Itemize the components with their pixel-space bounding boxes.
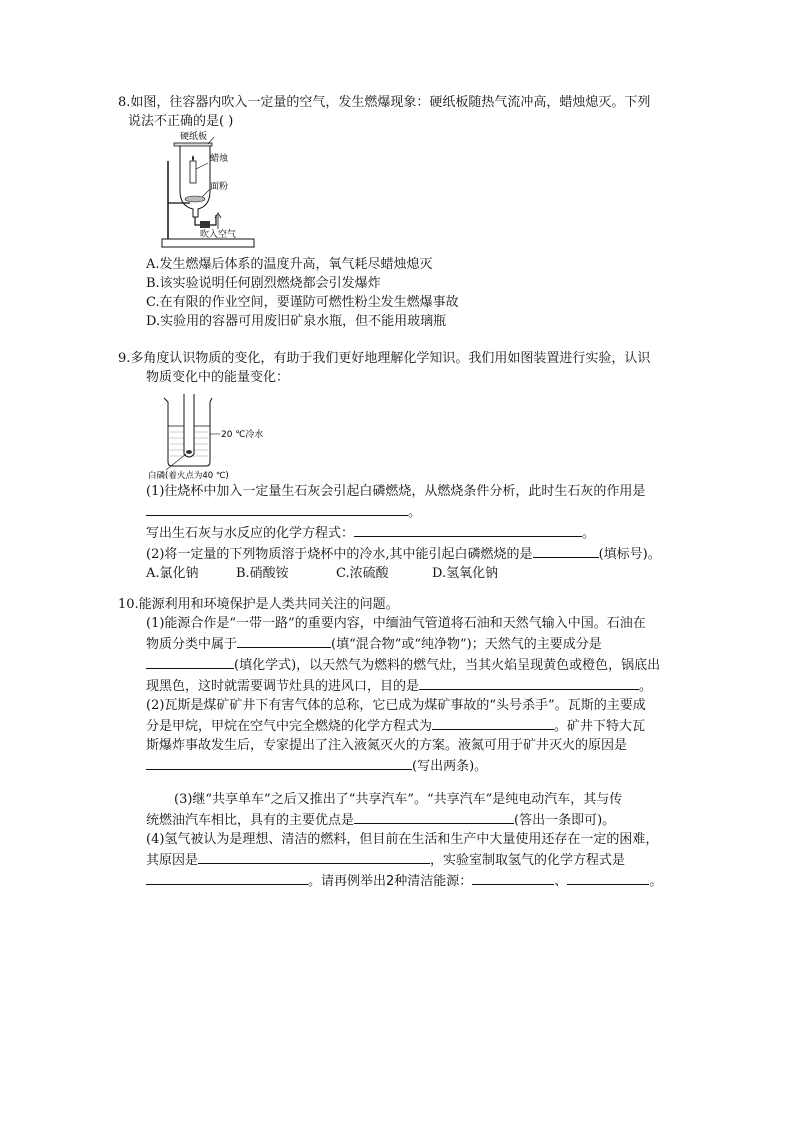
q10-s3-line2b: (答出一条即可)。 (514, 813, 616, 828)
q10-s4-number: 2 (386, 874, 395, 889)
q9-stem-line2: 物质变化中的能量变化： (146, 370, 290, 385)
question-9 (118, 349, 708, 387)
q8-option-b: B.该实验说明任何剧烈燃烧都会引发爆炸 (146, 276, 381, 291)
q10-blank-difficulty[interactable] (198, 849, 430, 864)
q10-s4-line3d: 种清洁能源： (394, 874, 473, 889)
label-hardboard: 硬纸板 (180, 132, 208, 142)
q10-blank-energy-1[interactable] (472, 870, 554, 885)
label-cold-water: 20 ℃冷水 (221, 430, 264, 440)
q9-options (118, 564, 708, 583)
q9-part2-end: (填标号)。 (598, 547, 661, 562)
q10-s4-line3b: 。请再例举出 (308, 874, 387, 889)
q9-part2-text: (2)将一定量的下列物质溶于烧杯中的冷水,其中能引起白磷燃烧的是 (146, 547, 533, 562)
label-blow-air: 吹入空气 (200, 230, 237, 240)
q10-s2-line3: 斯爆炸事故发生后，专家提出了注入液氮灭火的方案。液氮可用于矿井灭火的原因是 (146, 738, 628, 753)
q9-part1b-text: 写出生石灰与水反应的化学方程式： (146, 526, 355, 541)
q10-blank-equation-methane[interactable] (432, 715, 554, 730)
q10-s3-line2a: 统燃油汽车相比，具有的主要优点是 (146, 813, 355, 828)
q9-figure (146, 392, 276, 480)
q10-blank-energy-2[interactable] (567, 870, 649, 885)
q10-s3-line1: (3)继“共享单车”之后又推出了“共享汽车”。“共享汽车”是纯电动汽车，其与传 (174, 792, 623, 807)
q10-s4-end: 。 (649, 874, 663, 889)
q9-option-c: C.浓硫酸 (336, 566, 389, 581)
q8-stem-line2: 说法不正确的是( ) (128, 114, 234, 129)
q10-s4-line2b: ，实验室制取氢气的化学方程式是 (430, 853, 626, 868)
q8-option-d: D.实验用的容器可用废旧矿泉水瓶，但不能用玻璃瓶 (146, 314, 447, 329)
q9-stem-line1: 9.多角度认识物质的变化，有助于我们更好地理解化学知识。我们用如图装置进行实验，认识 (118, 351, 651, 366)
q10-s1-line1: (1)能源合作是“一带一路”的重要内容，中缅油气管道将石油和天然气输入中国。石油在 (146, 616, 646, 631)
q9-blank-2[interactable] (354, 522, 582, 537)
q9-option-b: B.硝酸铵 (236, 566, 289, 581)
q10-stem: 10.能源利用和环境保护是人类共同关注的问题。 (118, 597, 399, 612)
q10-blank-advantage[interactable] (354, 809, 514, 824)
q9-blank-3[interactable] (533, 543, 599, 558)
q10-s4-line2a: 其原因是 (146, 853, 199, 868)
q9-parts (118, 482, 708, 583)
q10-s4-line1: (4)氢气被认为是理想、清洁的燃料，但目前在生活和生产中大量使用还存在一定的困难， (146, 832, 659, 847)
q10-blank-classification[interactable] (237, 633, 331, 648)
q9-option-d: D.氢氧化钠 (432, 566, 499, 581)
question-10 (118, 595, 708, 891)
q10-s1-line4b: 。 (639, 679, 653, 694)
q10-s2-line2a: 分是甲烷，甲烷在空气中完全燃烧的化学方程式为 (146, 719, 433, 734)
q10-s1-line3: (填化学式)，以天然气为燃料的燃气灶，当其火焰呈现黄色或橙色，锅底出 (234, 658, 661, 673)
q10-s2-line4b: (写出两条)。 (412, 759, 488, 774)
q10-blank-nitrogen-reason[interactable] (146, 755, 412, 770)
label-candle: 蜡烛 (210, 154, 229, 164)
q9-part1-end: 。 (408, 505, 422, 520)
q10-s4-sep: 、 (554, 874, 568, 889)
q9-part1-text: (1)往烧杯中加入一定量生石灰会引起白磷燃烧，从燃烧条件分析，此时生石灰的作用是 (146, 484, 646, 499)
q10-blank-purpose[interactable] (419, 675, 639, 690)
q10-blank-equation-hydrogen[interactable] (146, 870, 308, 885)
q10-s2-line2b: 。矿井下特大瓦 (554, 719, 646, 734)
q8-options (118, 255, 708, 331)
q9-blank-1[interactable] (146, 501, 408, 516)
label-flour: 面粉 (210, 182, 229, 192)
q8-option-c: C.在有限的作业空间，要谨防可燃性粉尘发生燃爆事故 (146, 295, 459, 310)
q9-option-a: A.氯化钠 (146, 566, 199, 581)
question-8 (118, 93, 708, 131)
q10-s1-line2a: 物质分类中属于 (146, 637, 238, 652)
q10-s1-line4a: 现黑色，这时就需要调节灶具的进风口，目的是 (146, 679, 420, 694)
q10-s2-line1: (2)瓦斯是煤矿矿井下有害气体的总称，它已成为煤矿事故的“头号杀手”。瓦斯的主要成 (146, 698, 646, 713)
q8-figure (160, 131, 260, 251)
q8-option-a: A.发生燃爆后体系的温度升高，氧气耗尽蜡烛熄灭 (146, 257, 433, 272)
q9-part1b-end: 。 (582, 526, 596, 541)
q10-s1-line2b: (填“混合物”或“纯净物”)；天然气的主要成分是 (331, 637, 602, 652)
q10-blank-formula[interactable] (146, 654, 234, 669)
q8-stem-line1: 8.如图，往容器内吹入一定量的空气，发生燃爆现象：硬纸板随热气流冲高，蜡烛熄灭。下列 (118, 95, 651, 110)
label-white-phosphorus: 白磷(着火点为40 ℃) (148, 471, 229, 480)
